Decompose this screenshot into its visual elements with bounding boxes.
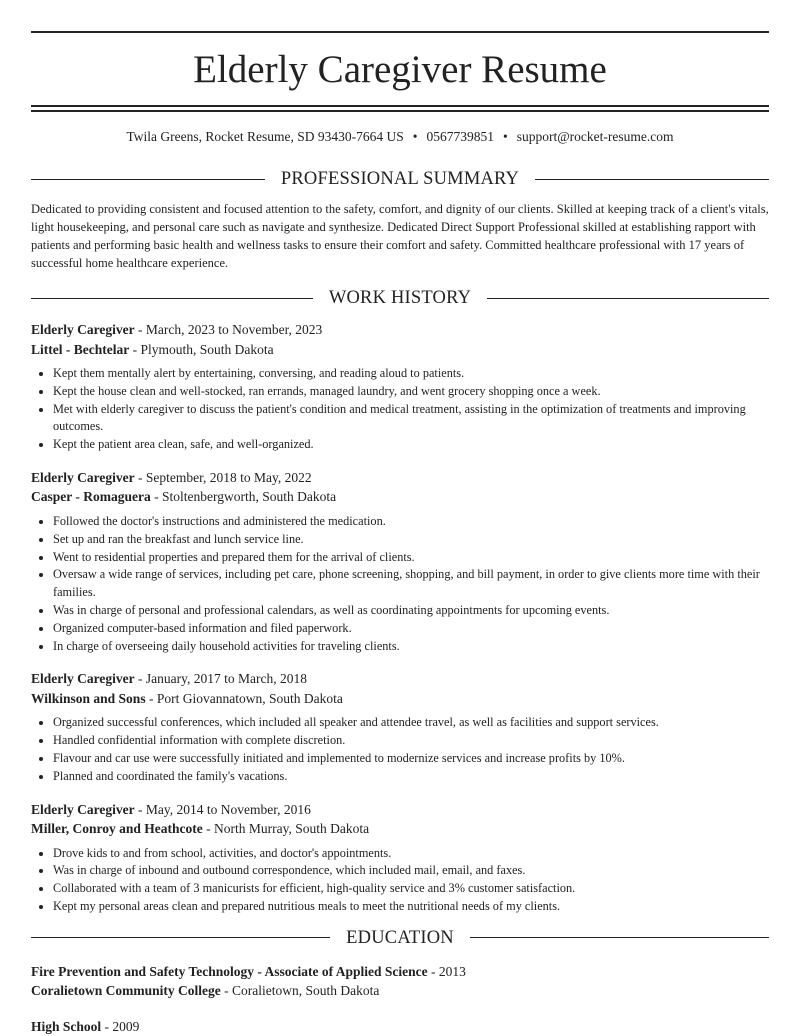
- job-bullet: • Organized computer-based information and filed paperwork.: [53, 620, 769, 638]
- job-company: Miller, Conroy and Heathcote: [31, 821, 203, 837]
- job-bullet: • Met with elderly caregiver to discuss the patient's condition and medical treatment, assisting in the optimization of treatments and improving outcomes.: [53, 401, 769, 437]
- job-dates: January, 2017 to March, 2018: [145, 671, 307, 687]
- job-entry: [31, 669, 769, 785]
- job-bullet: • Handled confidential information with complete discretion.: [53, 732, 769, 750]
- job-bullet: • Organized successful conferences, which included all speaker and attendee travel, as well as facilities and support services.: [53, 714, 769, 732]
- dash: -: [220, 983, 232, 999]
- job-entry: [31, 800, 769, 916]
- education-location: Coralietown, South Dakota: [231, 983, 380, 999]
- dash: -: [134, 469, 146, 485]
- job-bullet: • Followed the doctor's instructions and administered the medication.: [53, 513, 769, 531]
- job-dates: September, 2018 to May, 2022: [145, 469, 312, 485]
- contact-line: [31, 127, 769, 147]
- dash: -: [134, 671, 146, 687]
- job-location: Port Giovannatown, South Dakota: [156, 690, 343, 706]
- contact-address: Twila Greens, Rocket Resume, SD 93430-7664 US: [126, 129, 404, 144]
- job-bullet: • Kept the house clean and well-stocked, ran errands, managed laundry, and went grocery shopping once a week.: [53, 383, 769, 401]
- title-double-rule: [31, 105, 769, 112]
- education-list: [31, 962, 769, 1036]
- dash: -: [202, 821, 214, 837]
- job-bullet: • Planned and coordinated the family's vacations.: [53, 768, 769, 786]
- section-rule: [487, 298, 769, 299]
- job-title: Elderly Caregiver: [31, 671, 135, 687]
- work-history-list: [31, 320, 769, 916]
- summary-heading: PROFESSIONAL SUMMARY: [280, 169, 520, 189]
- work-section-header: [31, 286, 769, 310]
- job-bullet: • In charge of overseeing daily household activities for traveling clients.: [53, 638, 769, 656]
- job-company-line: [31, 689, 769, 709]
- education-year: 2013: [438, 963, 466, 979]
- education-year: 2009: [112, 1018, 140, 1034]
- job-company: Casper - Romaguera: [31, 489, 151, 505]
- job-bullets: [31, 365, 769, 454]
- education-school-line: [31, 981, 769, 1001]
- dash: -: [134, 801, 146, 817]
- contact-email: support@rocket-resume.com: [516, 129, 674, 144]
- contact-separator: •: [412, 129, 418, 144]
- section-rule: [31, 179, 265, 180]
- job-dates: March, 2023 to November, 2023: [145, 322, 323, 337]
- job-company: Wilkinson and Sons: [31, 690, 146, 706]
- job-title-line: [31, 320, 769, 340]
- education-degree-line: [31, 1017, 769, 1036]
- job-title-line: [31, 669, 769, 689]
- education-degree: Fire Prevention and Safety Technology - Associate of Applied Science: [31, 963, 428, 979]
- job-company-line: [31, 487, 769, 507]
- job-bullets: [31, 513, 769, 655]
- section-rule: [31, 298, 313, 299]
- job-title-line: [31, 800, 769, 820]
- education-entry: [31, 962, 769, 1001]
- job-bullet: • Kept my personal areas clean and prepared nutritious meals to meet the nutritional needs of my clients.: [53, 898, 769, 916]
- job-bullet: • Flavour and car use were successfully initiated and implemented to modernize services and increase profits by 10%.: [53, 750, 769, 768]
- job-title: Elderly Caregiver: [31, 801, 135, 817]
- dash: -: [150, 489, 162, 505]
- job-bullet: • Oversaw a wide range of services, including pet care, phone screening, shopping, and bill payment, in order to give clients more time with their families.: [53, 566, 769, 602]
- education-entry: [31, 1017, 769, 1036]
- dash: -: [134, 322, 146, 337]
- job-location: Plymouth, South Dakota: [140, 341, 274, 357]
- job-bullet: • Kept the patient area clean, safe, and well-organized.: [53, 436, 769, 454]
- job-title: Elderly Caregiver: [31, 322, 135, 337]
- section-rule: [31, 937, 330, 938]
- work-heading: WORK HISTORY: [328, 288, 472, 308]
- section-rule: [470, 937, 769, 938]
- job-bullet: • Collaborated with a team of 3 manicurists for efficient, high-quality service and 3% customer satisfaction.: [53, 880, 769, 898]
- education-school: Coralietown Community College: [31, 983, 221, 999]
- resume-page: [31, 31, 769, 1036]
- job-entry: [31, 320, 769, 454]
- job-title: Elderly Caregiver: [31, 469, 135, 485]
- job-bullet: • Kept them mentally alert by entertaining, conversing, and reading aloud to patients.: [53, 365, 769, 383]
- job-bullet: • Set up and ran the breakfast and lunch service line.: [53, 531, 769, 549]
- job-bullets: [31, 714, 769, 785]
- job-entry: [31, 468, 769, 655]
- top-rule: [31, 31, 769, 33]
- job-location: Stoltenbergworth, South Dakota: [161, 489, 337, 505]
- education-heading: EDUCATION: [346, 927, 454, 948]
- dash: -: [129, 341, 141, 357]
- contact-separator: •: [503, 129, 508, 144]
- job-company-line: [31, 819, 769, 839]
- contact-phone: 0567739851: [426, 129, 494, 144]
- education-section-header: [31, 926, 769, 950]
- job-bullet: • Was in charge of personal and professional calendars, as well as coordinating appointments for upcoming events.: [53, 602, 769, 620]
- job-company-line: [31, 340, 769, 360]
- professional-summary: Dedicated to providing consistent and focused attention to the safety, comfort, and dignity of our clients. Skilled at keeping track of a client's vitals, light housekeeping, and personal care such as navigate and synthesize. Dedicated Direct Support Professional skilled at establishing rapport with patients and performing basic health and wellness tasks to ensure their comfort and safety. Committed healthcare professional with 17 years of successful home healthcare experience.: [31, 202, 769, 270]
- job-bullets: [31, 845, 769, 916]
- resume-title: Elderly Caregiver Resume: [193, 48, 607, 91]
- education-degree-line: [31, 962, 769, 982]
- job-title-line: [31, 468, 769, 488]
- dash: -: [145, 690, 157, 706]
- education-degree: High School: [31, 1018, 102, 1034]
- job-bullet: • Drove kids to and from school, activities, and doctor's appointments.: [53, 845, 769, 863]
- job-bullet: • Was in charge of inbound and outbound correspondence, which included mail, email, and faxes.: [53, 862, 769, 880]
- job-bullet: • Went to residential properties and prepared them for the arrival of clients.: [53, 549, 769, 567]
- job-company: Littel - Bechtelar: [31, 341, 130, 357]
- job-dates: May, 2014 to November, 2016: [145, 801, 311, 817]
- job-location: North Murray, South Dakota: [214, 821, 370, 837]
- section-rule: [535, 179, 769, 180]
- summary-section-header: [31, 167, 769, 191]
- dash: -: [427, 963, 439, 979]
- dash: -: [101, 1018, 113, 1034]
